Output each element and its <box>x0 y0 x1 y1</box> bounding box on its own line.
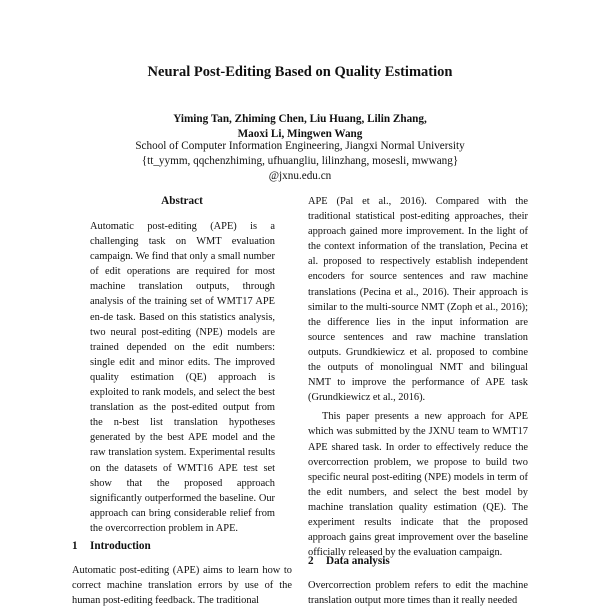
authors-line-2: Maoxi Li, Mingwen Wang <box>237 128 363 140</box>
section-1-heading <box>72 540 151 552</box>
abstract-heading: Abstract <box>161 195 203 207</box>
author-emails: {tt_yymm, qqchenzhiming, ufhuangliu, lilinzhang, mosesli, mwwang} <box>141 155 459 167</box>
affiliation: School of Computer Information Engineering, Jiangxi Normal University <box>135 140 465 152</box>
author-list <box>0 112 600 142</box>
paper-title: Neural Post-Editing Based on Quality Estimation <box>147 64 453 80</box>
email-domain: @jxnu.edu.cn <box>268 170 332 182</box>
section-2-heading <box>308 555 390 567</box>
section-2-number: 2 <box>308 555 314 567</box>
authors-line-1: Yiming Tan, Zhiming Chen, Liu Huang, Lilin Zhang, <box>173 113 427 125</box>
section-1-number: 1 <box>72 540 78 552</box>
data-analysis-text-start: Overcorrection problem refers to edit the machine translation output more times than it really needed <box>308 580 528 607</box>
right-column <box>308 194 528 560</box>
affiliation-block <box>0 139 600 184</box>
introduction-text-continued: APE (Pal et al., 2016). Compared with the traditional statistical post-editing approaches, their approach gained more improvement. In the light of the context information of the translation, Pecina et al. proposed to respectively establish independent encoders for source sentences and raw machine translations (Pecina et al., 2016). Their approach is similar to the multi-source NMT (Zoph et al., 2016); the difference lies in the input information are source sentences and raw machine translation outputs. Grundkiewicz et al. proposed to combine the outputs of monolingual NMT and bilingual NMT to improve the performance of APE task (Grundkiewicz et al., 2016). <box>308 196 528 404</box>
introduction-paragraph-2: This paper presents a new approach for APE which was submitted by the JXNU team to WMT17 APE shared task. In order to effectively reduce the overcorrection problem, we propose to build two specific neural post-editing (NPE) models in term of the edit numbers, and select the best model by machine translation quality estimation (QE). The experiment results indicate that the proposed approach gains great improvement over the baseline officially released by the evaluation campaign. <box>308 411 528 559</box>
abstract-text: Automatic post-editing (APE) is a challenging task on WMT evaluation campaign. We find that only a small number of edit operations are required for most machine translation outputs, through analysis of the training set of WMT17 APE en-de task. Based on this statistics analysis, two neural post-editing (NPE) models are trained depended on the edit numbers: single edit and minor edits. The improved quality estimation (QE) approach is exploited to rank models, and select the best translation as the post-edited output from the n-best list translation hypotheses generated by the best APE model and the raw translation system. Experimental results on the datasets of WMT16 APE test set show that the proposed approach significantly outperformed the baseline. Our approach can bring considerable relief from the overcorrection problem in APE. <box>90 221 275 534</box>
section-2-title: Data analysis <box>326 555 390 567</box>
section-1-title: Introduction <box>90 540 151 552</box>
introduction-text-start: Automatic post-editing (APE) aims to learn how to correct machine translation errors by use of the human post-editing feedback. The traditional <box>72 565 292 607</box>
